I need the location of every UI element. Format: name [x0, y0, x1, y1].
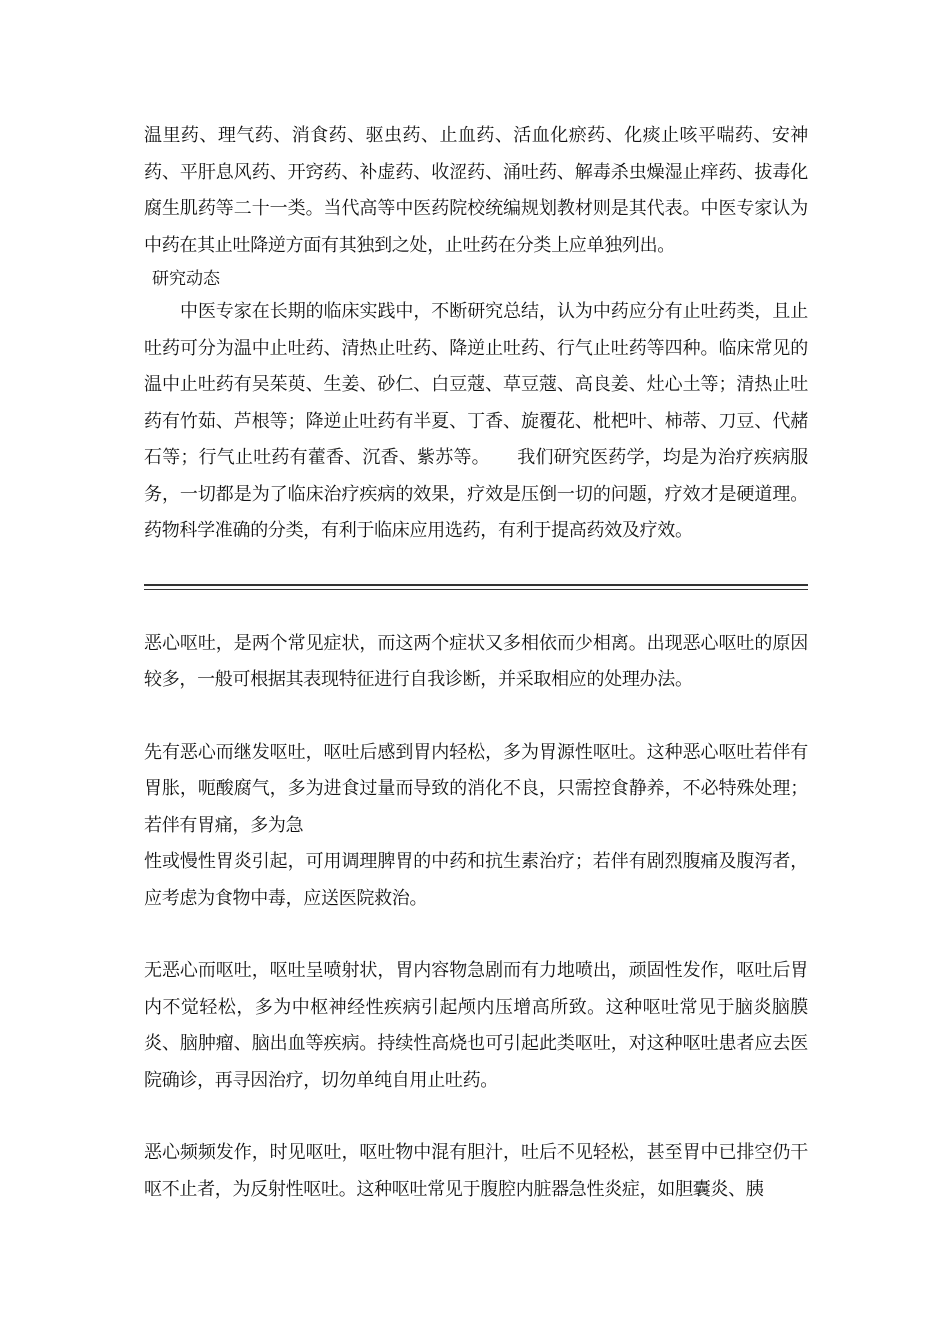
article-body [144, 626, 808, 1209]
paragraph-gap [144, 1099, 808, 1135]
paragraph-neural: 无恶心而呕吐，呕吐呈喷射状，胃内容物急剧而有力地喷出，顽固性发作，呕吐后胃内不觉轻松，多为中枢神经性疾病引起颅内压增高所致。这种呕吐常见于脑炎脑膜炎、脑肿瘤、脑出血等疾病。持续性高烧也可引起此类呕吐，对这种呕吐患者应去医院确诊，再寻因治疗，切勿单纯自用止吐药。 [144, 960, 808, 1091]
paragraph-overview: 恶心呕吐，是两个常见症状，而这两个症状又多相依而少相离。出现恶心呕吐的原因较多，一般可根据其表现特征进行自我诊断，并采取相应的处理办法。 [144, 632, 808, 690]
paragraph-gastric-part2: 性或慢性胃炎引起，可用调理脾胃的中药和抗生素治疗；若伴有剧烈腹痛及腹泻者，应考虑为食物中毒，应送医院救治。 [144, 851, 808, 909]
paragraph-gastric [144, 735, 808, 918]
paragraph-gap [144, 917, 808, 953]
double-divider [144, 584, 808, 590]
intro-paragraph: 温里药、理气药、消食药、驱虫药、止血药、活血化瘀药、化痰止咳平喘药、安神药、平肝息风药、开窍药、补虚药、收涩药、涌吐药、解毒杀虫燥湿止痒药、拔毒化腐生肌药等二十一类。当代高等中医药院校统编规划教材则是其代表。中医专家认为中药在其止吐降逆方面有其独到之处，止吐药在分类上应单独列出。 [144, 125, 808, 256]
paragraph-gastric-part1: 先有恶心而继发呕吐，呕吐后感到胃内轻松，多为胃源性呕吐。这种恶心呕吐若伴有胃胀，呃酸腐气，多为进食过量而导致的消化不良，只需控食静养，不必特殊处理；若伴有胃痛，多为急 [144, 741, 808, 836]
paragraph-gap [144, 699, 808, 735]
paragraph-reflex: 恶心频频发作，时见呕吐，呕吐物中混有胆汁，吐后不见轻松，甚至胃中已排空仍干呕不止者，为反射性呕吐。这种呕吐常见于腹腔内脏器急性炎症，如胆囊炎、胰 [144, 1142, 808, 1200]
document-page [144, 118, 808, 1208]
research-paragraph: 中医专家在长期的临床实践中，不断研究总结，认为中药应分有止吐药类，且止吐药可分为温中止吐药、清热止吐药、降逆止吐药、行气止吐药等四种。临床常见的温中止吐药有吴茱萸、生姜、砂仁、白豆蔻、草豆蔻、高良姜、灶心土等；清热止吐药有竹茹、芦根等；降逆止吐药有半夏、丁香、旋覆花、枇杷叶、柿蒂、刀豆、代赭石等；行气止吐药有藿香、沉香、紫苏等。 我们研究医药学，均是为治疗疾病服务，一切都是为了临床治疗疾病的效果，疗效是压倒一切的问题，疗效才是硬道理。药物科学准确的分类，有利于临床应用选药，有利于提高药效及疗效。 [144, 301, 808, 541]
section-heading: 研究动态 [152, 269, 220, 289]
